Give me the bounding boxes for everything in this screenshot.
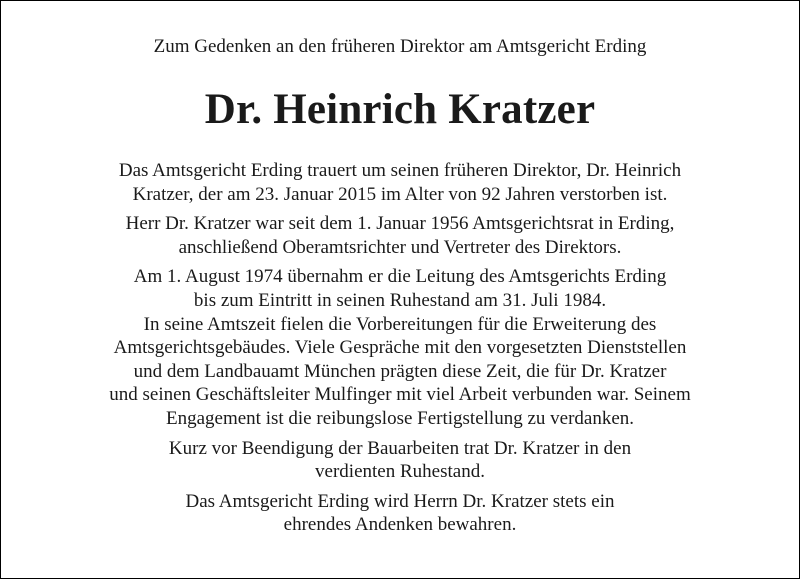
paragraph-career (41, 212, 759, 259)
text-line: und dem Landbauamt München prägten diese Zeit, die für Dr. Kratzer (133, 360, 667, 382)
text-line: Kurz vor Beendigung der Bauarbeiten trat Dr. Kratzer in den (168, 437, 632, 459)
text-line: Das Amtsgericht Erding trauert um seinen früheren Direktor, Dr. Heinrich (118, 160, 682, 181)
text-line: Kratzer, der am 23. Januar 2015 im Alter von 92 Jahren verstorben ist. (132, 183, 668, 205)
paragraph-remembrance (41, 490, 759, 537)
notice-body (41, 159, 759, 543)
text-line: In seine Amtszeit fielen die Vorbereitungen für die Erweiterung des (143, 313, 657, 335)
text-line: ehrendes Andenken bewahren. (283, 514, 517, 536)
intro-line: Zum Gedenken an den früheren Direktor am Amtsgericht Erding (153, 36, 647, 57)
text-line: Am 1. August 1974 übernahm er die Leitung des Amtsgerichts Erding (133, 266, 667, 288)
paragraph-announcement (41, 159, 759, 206)
text-line: verdienten Ruhestand. (315, 461, 485, 483)
paragraph-directorship (41, 265, 759, 430)
text-line: und seinen Geschäftsleiter Mulfinger mit viel Arbeit verbunden war. Seinem (109, 384, 691, 406)
text-line: Herr Dr. Kratzer war seit dem 1. Januar 1956 Amtsgerichtsrat in Erding, (125, 213, 675, 235)
text-line: bis zum Eintritt in seinen Ruhestand am 31. Juli 1984. (193, 289, 607, 311)
text-line: Engagement ist die reibungslose Fertigstellung zu verdanken. (165, 407, 635, 429)
paragraph-retirement (41, 437, 759, 484)
deceased-name: Dr. Heinrich Kratzer (204, 86, 596, 133)
text-line: anschließend Oberamtsrichter und Vertreter des Direktors. (178, 236, 622, 258)
text-line: Amtsgerichtsgebäudes. Viele Gespräche mit den vorgesetzten Dienststellen (113, 337, 687, 359)
text-line: Das Amtsgericht Erding wird Herrn Dr. Kratzer stets ein (185, 490, 615, 512)
